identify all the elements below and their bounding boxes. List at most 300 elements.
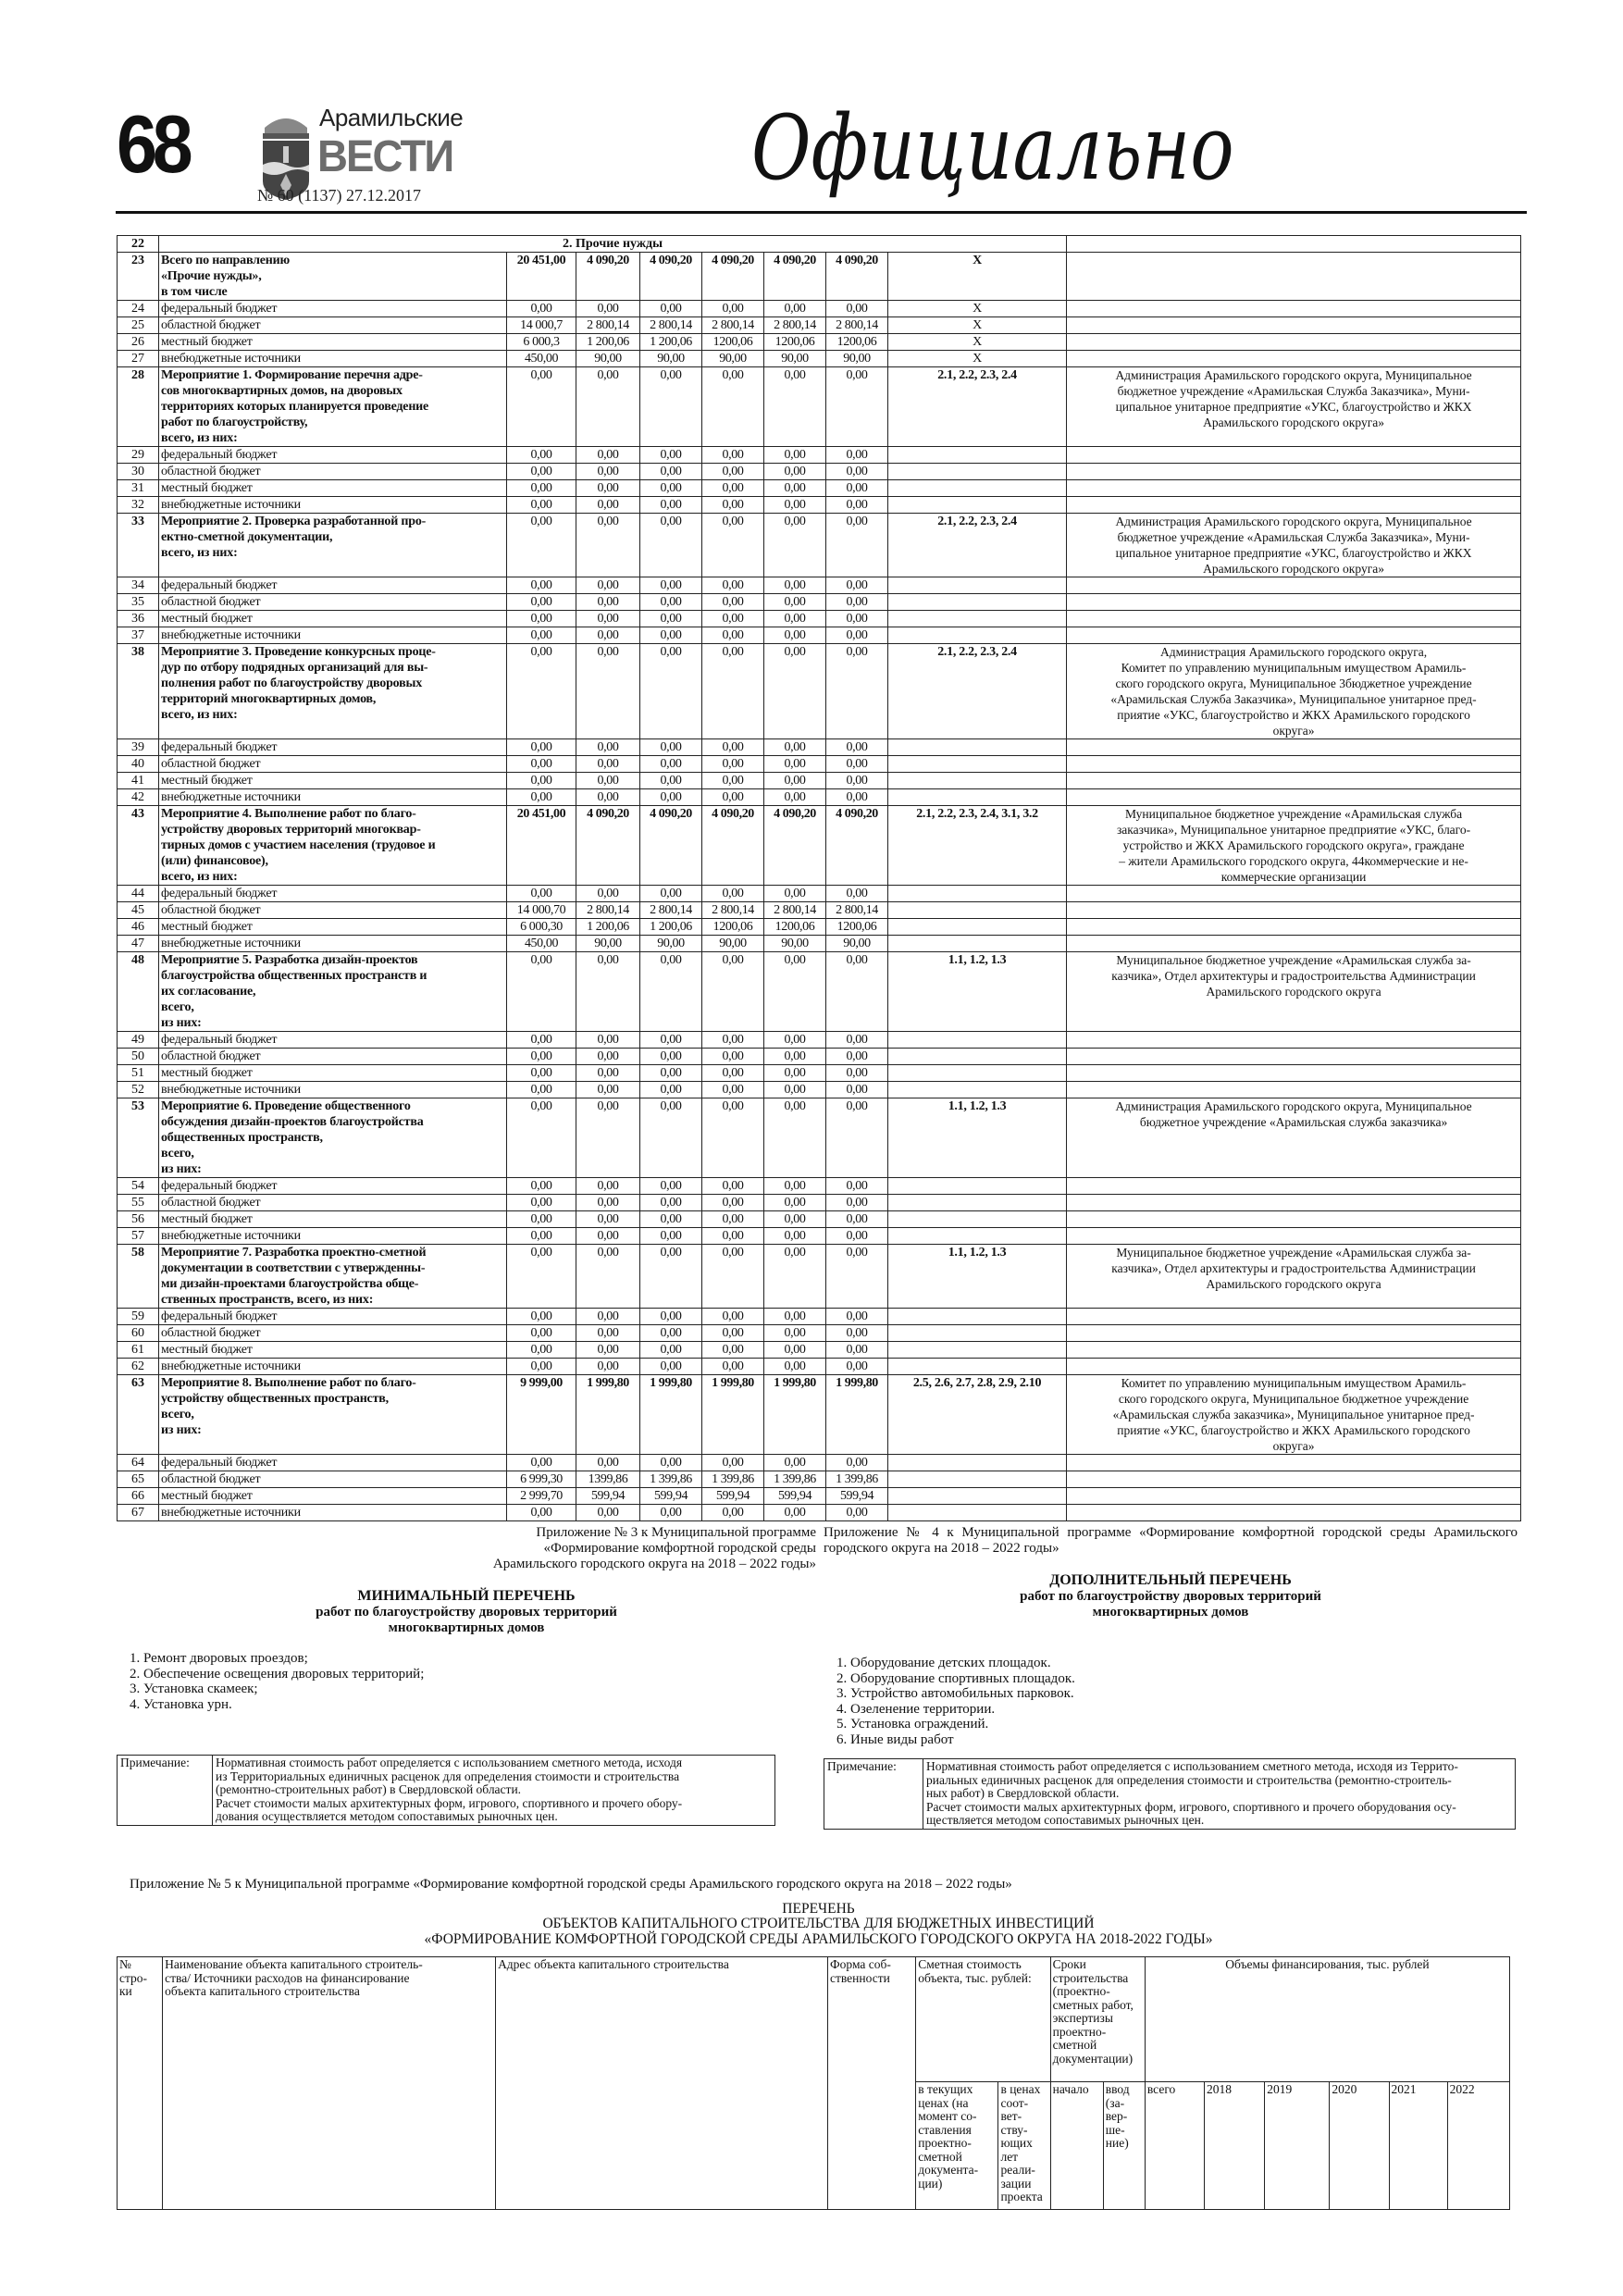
- row-name: федеральный бюджет: [159, 886, 507, 902]
- amount-cell: 0,00: [507, 1082, 576, 1098]
- row-number: 43: [118, 806, 159, 886]
- table-row: [118, 806, 1521, 886]
- amount-cell: 0,00: [507, 497, 576, 514]
- amount-cell: 0,00: [764, 594, 826, 611]
- row-number: 60: [118, 1325, 159, 1342]
- row-number: 61: [118, 1342, 159, 1359]
- section-label: 2. Прочие нужды: [159, 236, 1067, 253]
- amount-cell: 0,00: [702, 952, 764, 1032]
- row-number: 28: [118, 367, 159, 447]
- responsible-cell: Муниципальное бюджетное учреждение «Арамильская служба заказчика», Муниципальное унитарное предприятие «УКС, благо- устройство и ЖКХ Арамильского городского округа», граждане – жители Арамильского городского округа, 44коммерческие и не- коммерческие организации: [1067, 806, 1521, 886]
- row-name: федеральный бюджет: [159, 301, 507, 317]
- header-total: всего: [1145, 2082, 1204, 2210]
- amount-cell: 0,00: [576, 1325, 640, 1342]
- appendices-row: [0, 1525, 1623, 1830]
- amount-cell: 0,00: [507, 1098, 576, 1178]
- amount-cell: 0,00: [826, 1455, 888, 1471]
- amount-cell: 0,00: [826, 886, 888, 902]
- table-row: [118, 1488, 1521, 1505]
- header-address: Адрес объекта капитального строительства: [496, 1957, 828, 2210]
- amount-cell: 0,00: [507, 577, 576, 594]
- table-row: [118, 627, 1521, 644]
- responsible-cell: Муниципальное бюджетное учреждение «Арамильская служба за- казчика», Отдел архитектуры и градостроительства Администрации Арамильского городского округа: [1067, 1245, 1521, 1309]
- row-number: 31: [118, 480, 159, 497]
- table-row: [118, 1082, 1521, 1098]
- amount-cell: 0,00: [507, 1455, 576, 1471]
- amount-cell: 0,00: [764, 886, 826, 902]
- amount-cell: 0,00: [764, 1032, 826, 1049]
- row-name: Мероприятие 3. Проведение конкурсных проце- дур по отбору подрядных организаций для вы- полнения работ по благоустройству дворовых территорий многоквартирных домов, всего, из них:: [159, 644, 507, 739]
- header-cost: Сметная стоимость объекта, тыс. рублей:: [916, 1957, 1050, 2082]
- note-label: Примечание:: [824, 1759, 923, 1829]
- amount-cell: 599,94: [576, 1488, 640, 1505]
- row-number: 22: [118, 236, 159, 253]
- target-indicators-cell: [888, 1228, 1067, 1245]
- responsible-cell: [1067, 1178, 1521, 1195]
- responsible-cell: [1067, 1049, 1521, 1065]
- amount-cell: 1 399,86: [826, 1471, 888, 1488]
- amount-cell: 0,00: [507, 773, 576, 789]
- amount-cell: 2 800,14: [764, 317, 826, 334]
- amount-cell: 1200,06: [764, 334, 826, 351]
- amount-cell: 6 999,30: [507, 1471, 576, 1488]
- responsible-cell: [1067, 789, 1521, 806]
- list-item: 3. Устройство автомобильных парковок.: [836, 1686, 1074, 1701]
- header-year: 2021: [1389, 2082, 1447, 2210]
- row-name: местный бюджет: [159, 611, 507, 627]
- target-indicators-cell: [888, 1211, 1067, 1228]
- table-row: [118, 1359, 1521, 1375]
- amount-cell: 599,94: [764, 1488, 826, 1505]
- amount-cell: 4 090,20: [576, 806, 640, 886]
- row-number: 59: [118, 1309, 159, 1325]
- section-row: [118, 236, 1521, 253]
- amount-cell: 0,00: [640, 739, 702, 756]
- amount-cell: 0,00: [826, 1245, 888, 1309]
- responsible-cell: [1067, 301, 1521, 317]
- amount-cell: 1 200,06: [640, 919, 702, 936]
- header-year: 2018: [1205, 2082, 1265, 2210]
- amount-cell: 0,00: [507, 627, 576, 644]
- row-name: внебюджетные источники: [159, 351, 507, 367]
- amount-cell: 0,00: [576, 1065, 640, 1082]
- amount-cell: 20 451,00: [507, 806, 576, 886]
- responsible-cell: [1067, 739, 1521, 756]
- appendix4-title: ДОПОЛНИТЕЛЬНЫЙ ПЕРЕЧЕНЬ: [1049, 1572, 1292, 1588]
- target-indicators-cell: [888, 1325, 1067, 1342]
- amount-cell: 0,00: [826, 773, 888, 789]
- amount-cell: 0,00: [507, 1195, 576, 1211]
- responsible-cell: [1067, 1471, 1521, 1488]
- amount-cell: 0,00: [826, 1082, 888, 1098]
- amount-cell: 0,00: [826, 1342, 888, 1359]
- amount-cell: 0,00: [702, 1065, 764, 1082]
- amount-cell: 4 090,20: [826, 253, 888, 301]
- row-number: 57: [118, 1228, 159, 1245]
- amount-cell: 1 999,80: [826, 1375, 888, 1455]
- amount-cell: 0,00: [764, 1195, 826, 1211]
- row-number: 63: [118, 1375, 159, 1455]
- row-name: областной бюджет: [159, 594, 507, 611]
- appendix3-subtitle: работ по благоустройству дворовых территорий многоквартирных домов: [316, 1605, 617, 1635]
- target-indicators-cell: [888, 497, 1067, 514]
- amount-cell: 2 999,70: [507, 1488, 576, 1505]
- amount-cell: 0,00: [702, 1178, 764, 1195]
- row-name: федеральный бюджет: [159, 1178, 507, 1195]
- amount-cell: 0,00: [640, 594, 702, 611]
- row-name: внебюджетные источники: [159, 627, 507, 644]
- row-name: Мероприятие 6. Проведение общественного обсуждения дизайн-проектов благоустройства общественных пространств, всего, из них:: [159, 1098, 507, 1178]
- amount-cell: 0,00: [640, 497, 702, 514]
- amount-cell: 0,00: [702, 1325, 764, 1342]
- appendix4-note: [824, 1758, 1516, 1830]
- target-indicators-cell: X: [888, 351, 1067, 367]
- title-line: ОБЪЕКТОВ КАПИТАЛЬНОГО СТРОИТЕЛЬСТВА ДЛЯ БЮДЖЕТНЫХ ИНВЕСТИЦИЙ: [542, 1916, 1095, 1932]
- amount-cell: 0,00: [702, 367, 764, 447]
- responsible-cell: [1067, 497, 1521, 514]
- amount-cell: 0,00: [507, 1065, 576, 1082]
- amount-cell: 0,00: [640, 1505, 702, 1521]
- amount-cell: 0,00: [764, 514, 826, 577]
- amount-cell: 90,00: [702, 351, 764, 367]
- responsible-cell: [1067, 1228, 1521, 1245]
- amount-cell: 2 800,14: [576, 317, 640, 334]
- amount-cell: 0,00: [764, 627, 826, 644]
- amount-cell: 0,00: [826, 1032, 888, 1049]
- list-item: 1. Ремонт дворовых проездов;: [130, 1651, 308, 1666]
- amount-cell: 4 090,20: [764, 806, 826, 886]
- row-name: внебюджетные источники: [159, 1082, 507, 1098]
- row-number: 42: [118, 789, 159, 806]
- amount-cell: 90,00: [576, 936, 640, 952]
- target-indicators-cell: X: [888, 317, 1067, 334]
- row-name: местный бюджет: [159, 1488, 507, 1505]
- responsible-cell: Администрация Арамильского городского округа, Муниципальное бюджетное учреждение «Арамильская Служба Заказчика», Муни- ципальное унитарное предприятие «УКС, благоустройство и ЖКХ Арамильского городского округа»: [1067, 514, 1521, 577]
- amount-cell: 4 090,20: [764, 253, 826, 301]
- table-row: [118, 611, 1521, 627]
- target-indicators-cell: [888, 611, 1067, 627]
- row-name: внебюджетные источники: [159, 497, 507, 514]
- amount-cell: 599,94: [640, 1488, 702, 1505]
- capital-objects-table: [117, 1956, 1510, 2210]
- row-number: 58: [118, 1245, 159, 1309]
- amount-cell: 0,00: [764, 1082, 826, 1098]
- table-row: [118, 577, 1521, 594]
- amount-cell: 0,00: [702, 1228, 764, 1245]
- table-row: [118, 1098, 1521, 1178]
- amount-cell: 0,00: [826, 1049, 888, 1065]
- amount-cell: 1 399,86: [640, 1471, 702, 1488]
- table-row: [118, 739, 1521, 756]
- target-indicators-cell: [888, 1342, 1067, 1359]
- amount-cell: 14 000,7: [507, 317, 576, 334]
- row-name: Мероприятие 8. Выполнение работ по благо- устройству общественных пространств, всего, из них:: [159, 1375, 507, 1455]
- table-row: [118, 1211, 1521, 1228]
- responsible-cell: [1067, 1488, 1521, 1505]
- section-title: Официально: [751, 96, 1234, 200]
- amount-cell: 0,00: [507, 789, 576, 806]
- target-indicators-cell: [888, 1178, 1067, 1195]
- table-row: [118, 1455, 1521, 1471]
- row-number: 41: [118, 773, 159, 789]
- amount-cell: 0,00: [576, 1505, 640, 1521]
- amount-cell: 0,00: [826, 756, 888, 773]
- note-label: Примечание:: [118, 1756, 213, 1825]
- amount-cell: 0,00: [702, 1098, 764, 1178]
- row-name: местный бюджет: [159, 773, 507, 789]
- page-number: 68: [117, 98, 189, 190]
- responsible-cell: [1067, 1065, 1521, 1082]
- amount-cell: 1 200,06: [640, 334, 702, 351]
- amount-cell: 0,00: [507, 1228, 576, 1245]
- appendix4-subtitle: работ по благоустройству дворовых территорий многоквартирных домов: [1020, 1589, 1321, 1620]
- amount-cell: 0,00: [702, 1342, 764, 1359]
- amount-cell: 0,00: [507, 611, 576, 627]
- amount-cell: 20 451,00: [507, 253, 576, 301]
- table-row: [118, 1065, 1521, 1082]
- amount-cell: 0,00: [702, 1309, 764, 1325]
- amount-cell: 0,00: [507, 952, 576, 1032]
- row-number: 33: [118, 514, 159, 577]
- responsible-cell: [1067, 1455, 1521, 1471]
- amount-cell: 0,00: [640, 1309, 702, 1325]
- amount-cell: 0,00: [764, 952, 826, 1032]
- row-name: областной бюджет: [159, 902, 507, 919]
- table-row: [118, 447, 1521, 464]
- amount-cell: 0,00: [764, 480, 826, 497]
- amount-cell: 0,00: [576, 952, 640, 1032]
- amount-cell: 0,00: [702, 886, 764, 902]
- row-name: местный бюджет: [159, 1211, 507, 1228]
- amount-cell: 0,00: [507, 1309, 576, 1325]
- amount-cell: 0,00: [507, 1359, 576, 1375]
- amount-cell: 0,00: [507, 464, 576, 480]
- table-row: [118, 594, 1521, 611]
- responsible-cell: [1067, 1195, 1521, 1211]
- amount-cell: 0,00: [640, 480, 702, 497]
- row-number: 32: [118, 497, 159, 514]
- target-indicators-cell: [888, 789, 1067, 806]
- table-row: [118, 1178, 1521, 1195]
- row-name: местный бюджет: [159, 334, 507, 351]
- table-row: [118, 886, 1521, 902]
- amount-cell: 0,00: [576, 739, 640, 756]
- amount-cell: 0,00: [507, 1032, 576, 1049]
- table-row: [118, 514, 1521, 577]
- amount-cell: 2 800,14: [640, 902, 702, 919]
- row-number: 36: [118, 611, 159, 627]
- responsible-cell: [1067, 936, 1521, 952]
- responsible-cell: [1067, 919, 1521, 936]
- responsible-cell: [1067, 480, 1521, 497]
- amount-cell: 0,00: [702, 577, 764, 594]
- row-number: 25: [118, 317, 159, 334]
- amount-cell: 1200,06: [702, 334, 764, 351]
- amount-cell: 0,00: [826, 447, 888, 464]
- responsible-cell: [1067, 756, 1521, 773]
- responsible-cell: [1067, 464, 1521, 480]
- amount-cell: 0,00: [576, 1455, 640, 1471]
- amount-cell: 0,00: [640, 577, 702, 594]
- amount-cell: 0,00: [640, 301, 702, 317]
- row-name: областной бюджет: [159, 756, 507, 773]
- table-row: [118, 644, 1521, 739]
- amount-cell: 599,94: [826, 1488, 888, 1505]
- amount-cell: 0,00: [640, 367, 702, 447]
- amount-cell: 0,00: [826, 1065, 888, 1082]
- row-number: 39: [118, 739, 159, 756]
- target-indicators-cell: [888, 773, 1067, 789]
- amount-cell: 0,00: [640, 1032, 702, 1049]
- amount-cell: 0,00: [826, 1505, 888, 1521]
- page-body: [0, 235, 1623, 2210]
- row-number: 29: [118, 447, 159, 464]
- row-number: 49: [118, 1032, 159, 1049]
- target-indicators-cell: [888, 1455, 1067, 1471]
- amount-cell: 0,00: [702, 756, 764, 773]
- additional-works-list: [836, 1656, 1518, 1747]
- row-name: федеральный бюджет: [159, 577, 507, 594]
- target-indicators-cell: [888, 756, 1067, 773]
- amount-cell: 0,00: [764, 1505, 826, 1521]
- table-row: [118, 1309, 1521, 1325]
- amount-cell: 1200,06: [702, 919, 764, 936]
- target-indicators-cell: 2.1, 2.2, 2.3, 2.4, 3.1, 3.2: [888, 806, 1067, 886]
- amount-cell: 0,00: [764, 1325, 826, 1342]
- amount-cell: 0,00: [702, 739, 764, 756]
- header-year: 2020: [1330, 2082, 1389, 2210]
- amount-cell: 0,00: [764, 447, 826, 464]
- amount-cell: 0,00: [640, 886, 702, 902]
- target-indicators-cell: [888, 936, 1067, 952]
- amount-cell: 0,00: [702, 773, 764, 789]
- responsible-cell: [1067, 594, 1521, 611]
- responsible-cell: [1067, 317, 1521, 334]
- row-name: внебюджетные источники: [159, 1228, 507, 1245]
- row-number: 55: [118, 1195, 159, 1211]
- header-divider: [116, 211, 1527, 214]
- amount-cell: 0,00: [826, 1309, 888, 1325]
- amount-cell: 0,00: [702, 1245, 764, 1309]
- amount-cell: 0,00: [507, 367, 576, 447]
- amount-cell: 0,00: [507, 1342, 576, 1359]
- amount-cell: 0,00: [640, 1342, 702, 1359]
- amount-cell: 0,00: [576, 594, 640, 611]
- responsible-cell: Администрация Арамильского городского округа, Муниципальное бюджетное учреждение «Арамильская служба заказчика»: [1067, 1098, 1521, 1178]
- amount-cell: 90,00: [576, 351, 640, 367]
- target-indicators-cell: [888, 577, 1067, 594]
- amount-cell: 0,00: [702, 1505, 764, 1521]
- amount-cell: 0,00: [826, 480, 888, 497]
- amount-cell: 0,00: [576, 886, 640, 902]
- amount-cell: 0,00: [764, 1455, 826, 1471]
- responsible-cell: [1067, 611, 1521, 627]
- responsible-cell: [1067, 1325, 1521, 1342]
- responsible-cell: [1067, 627, 1521, 644]
- responsible-cell: [1067, 902, 1521, 919]
- amount-cell: 0,00: [764, 644, 826, 739]
- amount-cell: 1200,06: [764, 919, 826, 936]
- header-cost-current: в текущих ценах (на момент со- ставления проектно- сметной документа- ции): [916, 2082, 998, 2210]
- amount-cell: 0,00: [764, 464, 826, 480]
- row-number: 45: [118, 902, 159, 919]
- amount-cell: 0,00: [702, 627, 764, 644]
- row-number: 50: [118, 1049, 159, 1065]
- amount-cell: 0,00: [507, 1211, 576, 1228]
- header-row: [118, 1957, 1510, 2082]
- target-indicators-cell: [888, 1471, 1067, 1488]
- responsible-cell: [1067, 236, 1521, 253]
- amount-cell: 1399,86: [576, 1471, 640, 1488]
- list-item: 4. Установка урн.: [130, 1696, 232, 1712]
- table-row: [118, 1245, 1521, 1309]
- table-row: [118, 1342, 1521, 1359]
- table-row: [118, 1471, 1521, 1488]
- amount-cell: 0,00: [702, 1032, 764, 1049]
- amount-cell: 0,00: [826, 1178, 888, 1195]
- amount-cell: 0,00: [826, 1359, 888, 1375]
- amount-cell: 0,00: [764, 1245, 826, 1309]
- amount-cell: 0,00: [640, 756, 702, 773]
- amount-cell: 1 399,86: [764, 1471, 826, 1488]
- logo-title-top: Арамильские: [319, 104, 464, 131]
- row-name: Мероприятие 1. Формирование перечня адре- сов многоквартирных домов, на дворовых территориях которых планируется проведение работ по благоустройству, всего, из них:: [159, 367, 507, 447]
- amount-cell: 0,00: [576, 611, 640, 627]
- amount-cell: 0,00: [576, 1211, 640, 1228]
- amount-cell: 0,00: [702, 480, 764, 497]
- amount-cell: 4 090,20: [702, 253, 764, 301]
- amount-cell: 1 999,80: [640, 1375, 702, 1455]
- amount-cell: 0,00: [640, 447, 702, 464]
- row-name: федеральный бюджет: [159, 739, 507, 756]
- amount-cell: 0,00: [507, 739, 576, 756]
- amount-cell: 0,00: [764, 1309, 826, 1325]
- amount-cell: 0,00: [764, 773, 826, 789]
- amount-cell: 0,00: [507, 1049, 576, 1065]
- row-number: 37: [118, 627, 159, 644]
- amount-cell: 0,00: [826, 627, 888, 644]
- target-indicators-cell: [888, 1195, 1067, 1211]
- amount-cell: 0,00: [576, 1245, 640, 1309]
- amount-cell: 0,00: [764, 577, 826, 594]
- table-row: [118, 317, 1521, 334]
- row-number: 46: [118, 919, 159, 936]
- logo-title-main: ВЕСТИ: [317, 132, 453, 181]
- amount-cell: 0,00: [507, 1325, 576, 1342]
- row-number: 27: [118, 351, 159, 367]
- amount-cell: 90,00: [764, 351, 826, 367]
- target-indicators-cell: [888, 1359, 1067, 1375]
- amount-cell: 0,00: [507, 514, 576, 577]
- table-row: [118, 936, 1521, 952]
- row-number: 48: [118, 952, 159, 1032]
- row-name: областной бюджет: [159, 317, 507, 334]
- row-name: областной бюджет: [159, 464, 507, 480]
- responsible-cell: [1067, 773, 1521, 789]
- title-line: ПЕРЕЧЕНЬ: [782, 1900, 855, 1917]
- row-number: 34: [118, 577, 159, 594]
- table-row: [118, 1505, 1521, 1521]
- row-name: внебюджетные источники: [159, 789, 507, 806]
- row-name: Мероприятие 2. Проверка разработанной про- ектно-сметной документации, всего, из них:: [159, 514, 507, 577]
- amount-cell: 0,00: [576, 367, 640, 447]
- amount-cell: 0,00: [640, 1325, 702, 1342]
- amount-cell: 0,00: [764, 1342, 826, 1359]
- amount-cell: 0,00: [507, 886, 576, 902]
- amount-cell: 450,00: [507, 351, 576, 367]
- amount-cell: 2 800,14: [826, 317, 888, 334]
- amount-cell: 9 999,00: [507, 1375, 576, 1455]
